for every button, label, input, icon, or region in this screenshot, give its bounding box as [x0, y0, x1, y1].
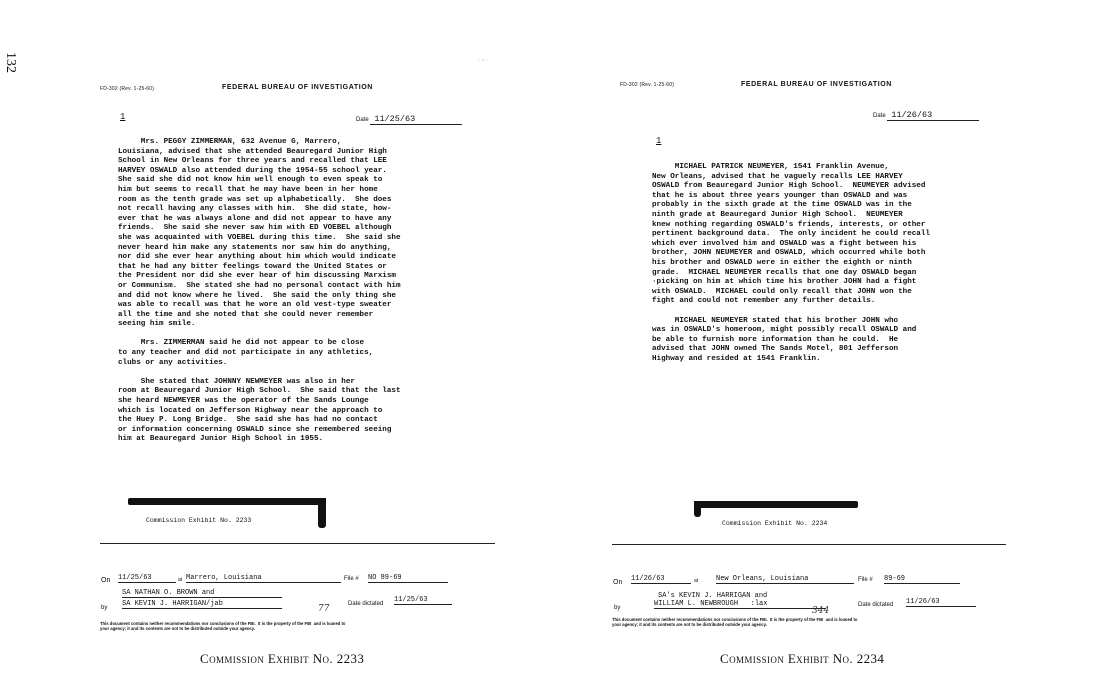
redaction-bar-edge — [318, 498, 326, 528]
smudge-mark: · ~ · — [478, 58, 489, 64]
dictated-date: 11/26/63 — [906, 598, 976, 607]
disclaimer: This document contains neither recommendations nor conclusions of the FBI. It is the property of the FBI and is loaned to your agency; it and its contents are not to be distributed outside your agency. — [612, 617, 858, 627]
dictated-label: Date dictated — [348, 601, 384, 607]
file-label: File # — [344, 576, 359, 582]
page-marker: 1 — [656, 136, 662, 146]
on-date: 11/25/63 — [118, 574, 176, 583]
divider-rule — [612, 544, 1006, 545]
file-number: 89-69 — [884, 575, 960, 584]
exhibit-caption: Commission Exhibit No. 2233 — [200, 651, 365, 666]
dictated-date: 11/25/63 — [394, 596, 452, 605]
form-number: FD-302 (Rev. 1-25-60) — [100, 86, 155, 92]
by-label: by — [614, 605, 621, 611]
location: Marrero, Louisiana — [186, 574, 341, 583]
agency-header: FEDERAL BUREAU OF INVESTIGATION — [222, 84, 373, 91]
page-number: 132 — [3, 52, 18, 73]
exhibit-caption: Commission Exhibit No. 2234 — [720, 651, 885, 666]
file-label: File # — [858, 577, 873, 583]
date-field — [356, 114, 462, 125]
agency-header: FEDERAL BUREAU OF INVESTIGATION — [741, 81, 892, 88]
page-marker: 1 — [120, 112, 126, 122]
date-label: Date — [356, 117, 369, 123]
disclaimer: This document contains neither recommendations nor conclusions of the FBI. It is the property of the FBI and is loaned to your agency; it and its contents are not to be distributed outside your agency. — [100, 621, 346, 631]
exhibit-stamp: Commission Exhibit No. 2233 — [146, 517, 252, 524]
date-field — [873, 110, 979, 121]
form-number: FD-302 (Rev. 1-25-60) — [620, 82, 675, 88]
exhibit-stamp: Commission Exhibit No. 2234 — [722, 520, 828, 527]
agents-line-1: SA NATHAN O. BROWN and — [122, 589, 282, 598]
handwritten-number: 344 — [812, 606, 830, 616]
at-label: at — [178, 577, 183, 583]
dictated-label: Date dictated — [858, 602, 894, 608]
on-label: On — [613, 579, 623, 586]
redaction-bar-edge — [694, 501, 701, 517]
agents-line-1: SA's KEVIN J. HARRIGAN and — [658, 592, 768, 600]
divider-rule — [100, 543, 495, 544]
date-value: 11/26/63 — [887, 110, 979, 121]
interview-body: MICHAEL PATRICK NEUMEYER, 1541 Franklin Avenue, New Orleans, advised that he vaguely recalls LEE HARVEY OSWALD from Beauregard Junior High School. NEUMEYER advised that he is about three years younger than OSWALD and was probably in the sixth grade at the time OSWALD was in the ninth grade at Beauregard Junior High School. NEUMEYER knew nothing regarding OSWALD's friends, interests, or other pertinent background data. The only incident he could recall which ever involved him and OSWALD was a fight between his brother, JOHN NEUMEYER and OSWALD, which occurred while both his brother and OSWALD were in either the eighth or ninth grade. MICHAEL NEUMEYER recalls that one day OSWALD began ·picking on him at which time his brother JOHN had a fight with OSWALD. MICHAEL could only recall that JOHN won the fight and could not remember any further details. MICHAEL NEUMEYER stated that his brother JOHN who was in OSWALD's homeroom, might possibly recall OSWALD and be able to furnish more information than he could. He advised that JOHN owned The Sands Motel, 801 Jefferson Highway and resided at 1541 Franklin. — [652, 163, 930, 363]
redaction-bar — [696, 501, 858, 508]
handwritten-number: 77 — [318, 604, 330, 614]
on-date: 11/26/63 — [631, 575, 691, 584]
date-value: 11/25/63 — [370, 114, 462, 125]
date-label: Date — [873, 113, 886, 119]
interview-body: Mrs. PEGGY ZIMMERMAN, 632 Avenue G, Marrero, Louisiana, advised that she attended Beauregard Junior High School in New Orleans for three years and recalled that LEE HARVEY OSWALD also attended during the 1954-55 school year. She said she did not know him well enough to even speak to him but seems to recall that he may have been in her home room as the tenth grade was set up alphabetically. She does not recall having any classes with him. She did state, how- ever that he was always alone and did not appear to have any friends. She said she never saw him with ED VOEBEL although she was acquainted with VOEBEL during this time. She said she never heard him make any statements nor saw him do anything, nor did she ever hear anything about him which would indicate that he had any bitter feelings toward the United States or the President nor did she ever hear of him discussing Marxism or Communism. She stated she had no personal contact with him and did not know where he lived. She said the only thing she was able to recall was that he wore an old vest-type sweater all the time and she noted that she could never remember seeing him smile. Mrs. ZIMMERMAN said he did not appear to be close to any teacher and did not participate in any athletics, clubs or any activities. She stated that JOHNNY NEWMEYER was also in her room at Beauregard Junior High School. She said that the last she heard NEWMEYER was the operator of the Sands Lounge which is located on Jefferson Highway near the approach to the Huey P. Long Bridge. She said she has had no contact or information concerning OSWALD since she remembered seeing him at Beauregard Junior High School in 1955. — [118, 138, 401, 444]
on-label: On — [101, 577, 111, 584]
by-label: by — [101, 605, 108, 611]
agents-line-2: SA KEVIN J. HARRIGAN/jab — [122, 600, 282, 609]
agents-line-2: WILLIAM L. NEWBROUGH :lax — [654, 600, 826, 609]
location: New Orleans, Louisiana — [716, 575, 854, 584]
file-number: NO 89-69 — [368, 574, 448, 583]
redaction-bar — [128, 498, 324, 505]
at-label: at — [694, 578, 699, 584]
